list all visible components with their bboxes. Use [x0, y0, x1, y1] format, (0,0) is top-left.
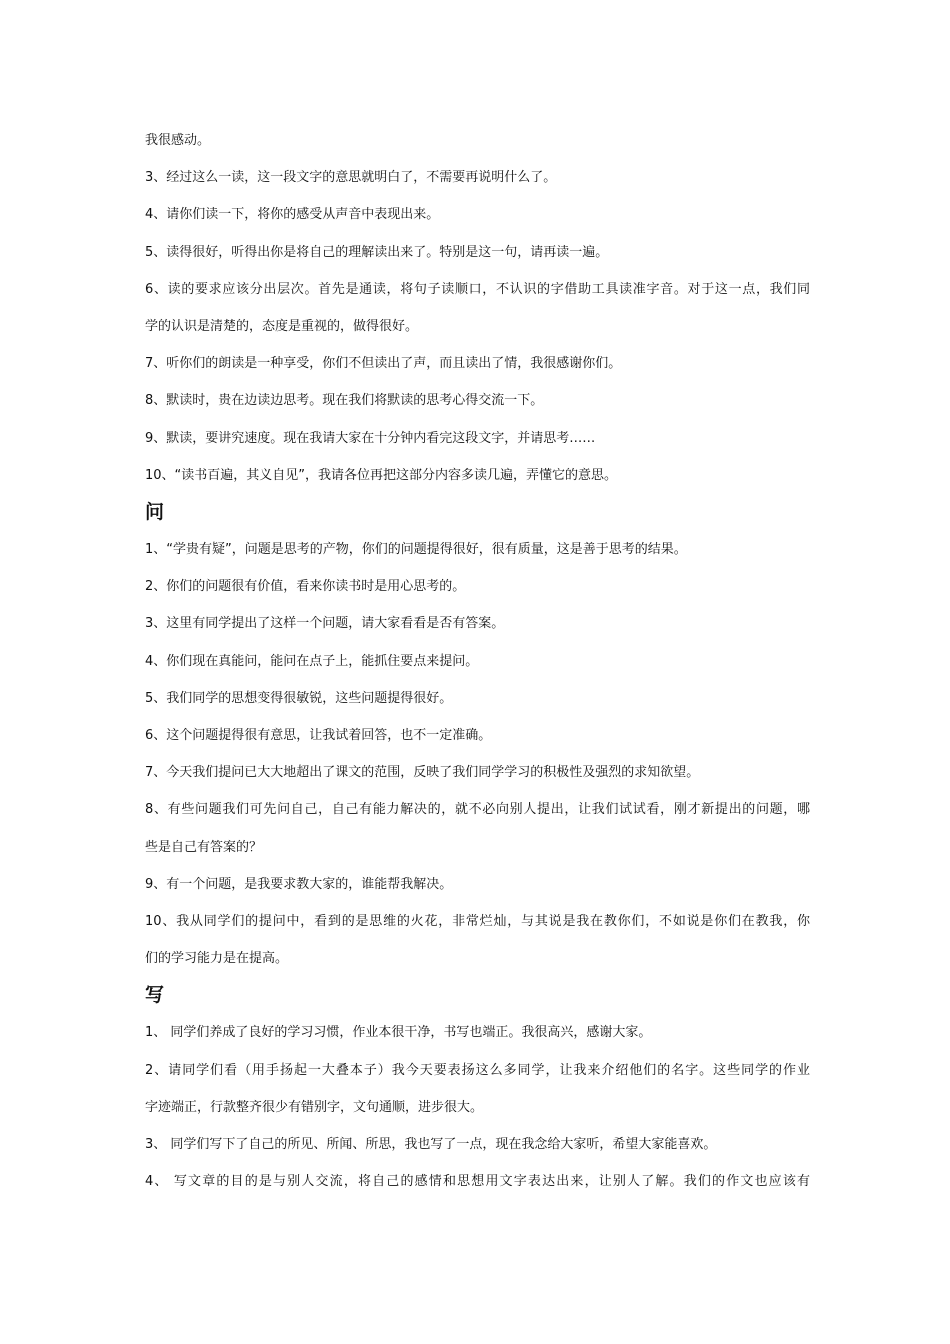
- paragraph-line: 字迹端正，行款整齐很少有错别字，文句通顺，进步很大。: [145, 1099, 484, 1115]
- read-section: [145, 122, 810, 494]
- paragraph-line: 4、 写文章的目的是与别人交流，将自己的感情和思想用文字表达出来，让别人了解。我们的作文也应该有: [145, 1174, 810, 1190]
- paragraph-line: 2、你们的问题很有价值，看来你读书时是用心思考的。: [145, 579, 466, 595]
- paragraph-line: 9、有一个问题，是我要求教大家的，谁能帮我解决。: [145, 876, 453, 892]
- paragraph-line: 7、听你们的朗读是一种享受，你们不但读出了声，而且读出了情，我很感谢你们。: [145, 356, 622, 372]
- paragraph-line: 5、读得很好，听得出你是将自己的理解读出来了。特别是这一句，请再读一遍。: [145, 244, 609, 260]
- paragraph-line: 8、默读时，贵在边读边思考。现在我们将默读的思考心得交流一下。: [145, 393, 544, 409]
- paragraph-line: 2、请同学们看（用手扬起一大叠本子）我今天要表扬这么多同学，让我来介绍他们的名字。这些同学的作业: [145, 1062, 810, 1078]
- paragraph-line: 6、这个问题提得很有意思，让我试着回答，也不一定准确。: [145, 728, 492, 744]
- ask-section: [145, 494, 810, 977]
- paragraph-line: 们的学习能力是在提高。: [145, 951, 289, 967]
- paragraph-line: 3、 同学们写下了自己的所见、所闻、所思，我也写了一点，现在我念给大家听，希望大家能喜欢。: [145, 1137, 717, 1153]
- paragraph-line: 9、默读，要讲究速度。现在我请大家在十分钟内看完这段文字，并请思考……: [145, 430, 596, 446]
- write-section: [145, 977, 810, 1200]
- section-heading-write: 写: [145, 984, 165, 1007]
- paragraph-line: 8、有些问题我们可先问自己，自己有能力解决的，就不必向别人提出，让我们试试看，刚才新提出的问题，哪: [145, 802, 810, 818]
- section-heading-ask: 问: [145, 501, 165, 524]
- paragraph-line: 1、“学贵有疑”，问题是思考的产物，你们的问题提得很好，很有质量，这是善于思考的结果。: [145, 542, 687, 558]
- paragraph-line: 些是自己有答案的？: [145, 839, 263, 855]
- paragraph-line: 学的认识是清楚的，态度是重视的，做得很好。: [145, 319, 419, 335]
- paragraph-line: 4、请你们读一下，将你的感受从声音中表现出来。: [145, 207, 440, 223]
- paragraph-line: 3、经过这么一读，这一段文字的意思就明白了，不需要再说明什么了。: [145, 170, 557, 186]
- paragraph-line: 3、这里有同学提出了这样一个问题，请大家看看是否有答案。: [145, 616, 505, 632]
- paragraph-line: 10、“读书百遍，其义自见”，我请各位再把这部分内容多读几遍，弄懂它的意思。: [145, 467, 618, 483]
- paragraph-line: 6、读的要求应该分出层次。首先是通读，将句子读顺口，不认识的字借助工具读准字音。对于这一点，我们同: [145, 281, 810, 297]
- paragraph-line: 10、我从同学们的提问中，看到的是思维的火花，非常烂灿，与其说是我在教你们，不如说是你们在教我，你: [145, 914, 810, 930]
- paragraph-line: 4、你们现在真能问，能问在点子上，能抓住要点来提问。: [145, 653, 479, 669]
- paragraph-line: 7、今天我们提问已大大地超出了课文的范围，反映了我们同学学习的积极性及强烈的求知欲望。: [145, 765, 700, 781]
- document-page: [145, 122, 810, 1200]
- paragraph-line: 5、我们同学的思想变得很敏锐，这些问题提得很好。: [145, 690, 453, 706]
- paragraph-line: 1、 同学们养成了良好的学习习惯，作业本很干净，书写也端正。我很高兴，感谢大家。: [145, 1025, 652, 1041]
- paragraph-line: 我很感动。: [145, 133, 211, 148]
